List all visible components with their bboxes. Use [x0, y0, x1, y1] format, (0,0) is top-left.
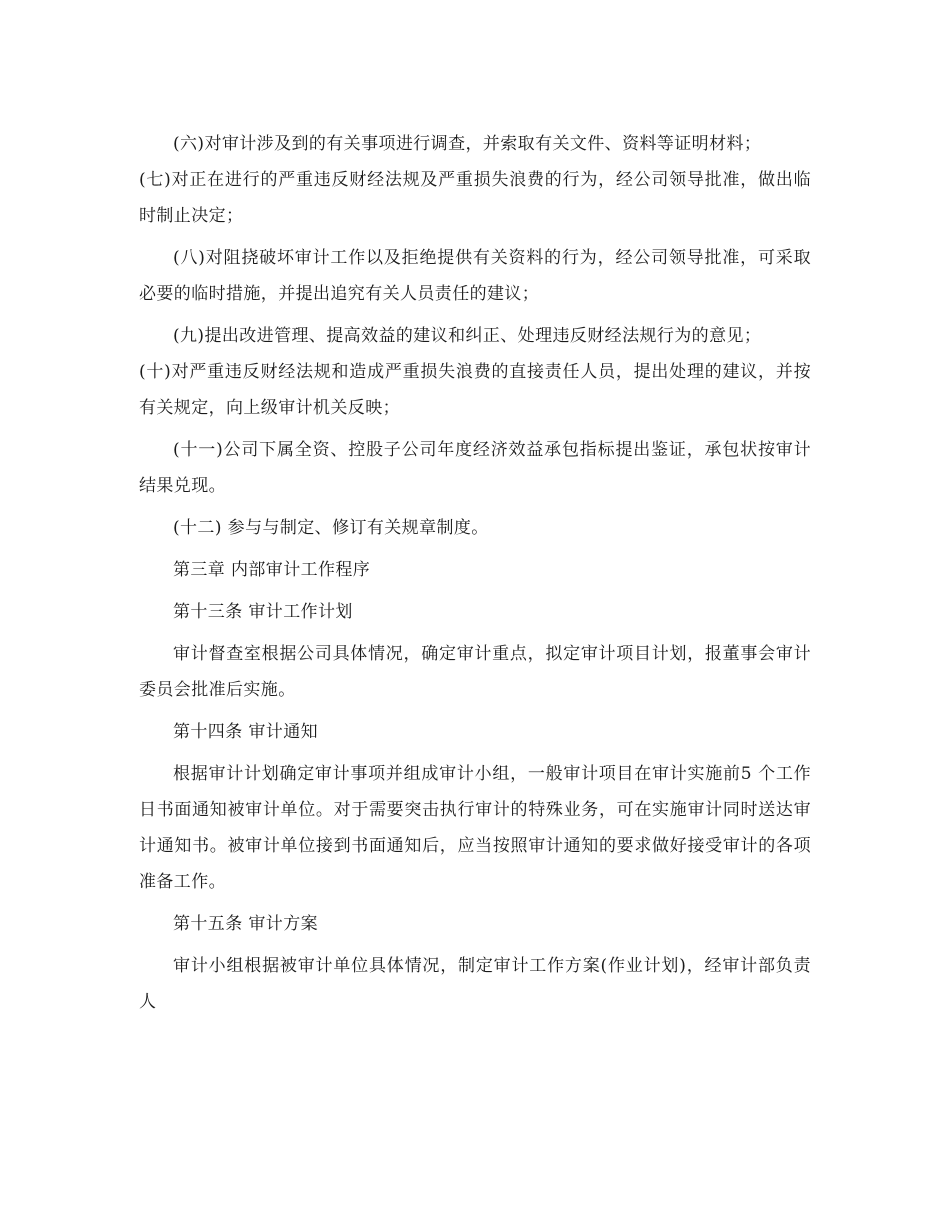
- article-15-body: 审计小组根据被审计单位具体情况，制定审计工作方案(作业计划)，经审计部负责人: [139, 956, 811, 1012]
- article-13-body: 审计督查室根据公司具体情况，确定审计重点，拟定审计项目计划，报董事会审计委员会批准后实施。: [139, 644, 811, 700]
- chapter-heading: 第三章 内部审计工作程序: [173, 560, 371, 580]
- paragraph-item-12: (十二) 参与与制定、修订有关规章制度。: [173, 518, 489, 538]
- paragraph-item-7: (七)对正在进行的严重违反财经法规及严重损失浪费的行为，经公司领导批准，做出临时制止决定；: [139, 170, 811, 226]
- paragraph-item-10: (十)对严重违反财经法规和造成严重损失浪费的直接责任人员，提出处理的建议，并按有关规定，向上级审计机关反映；: [139, 362, 811, 418]
- paragraph-item-6: (六)对审计涉及到的有关事项进行调查，并索取有关文件、资料等证明材料；: [173, 134, 762, 154]
- article-15-heading: 第十五条 审计方案: [173, 914, 319, 934]
- article-13-heading: 第十三条 审计工作计划: [173, 602, 353, 622]
- article-14-body: 根据审计计划确定审计事项并组成审计小组，一般审计项目在审计实施前5 个工作日书面通知被审计单位。对于需要突击执行审计的特殊业务，可在实施审计同时送达审计通知书。被审计单位接到书面通知后，应当按照审计通知的要求做好接受审计的各项准备工作。: [139, 764, 811, 892]
- document-body: [139, 126, 811, 1020]
- paragraph-item-8: (八)对阻挠破坏审计工作以及拒绝提供有关资料的行为，经公司领导批准，可采取必要的临时措施，并提出追究有关人员责任的建议；: [139, 248, 811, 304]
- paragraph-item-11: (十一)公司下属全资、控股子公司年度经济效益承包指标提出鉴证，承包状按审计结果兑现。: [139, 440, 811, 496]
- paragraph-item-9: (九)提出改进管理、提高效益的建议和纠正、处理违反财经法规行为的意见；: [173, 326, 762, 346]
- article-14-heading: 第十四条 审计通知: [173, 722, 319, 742]
